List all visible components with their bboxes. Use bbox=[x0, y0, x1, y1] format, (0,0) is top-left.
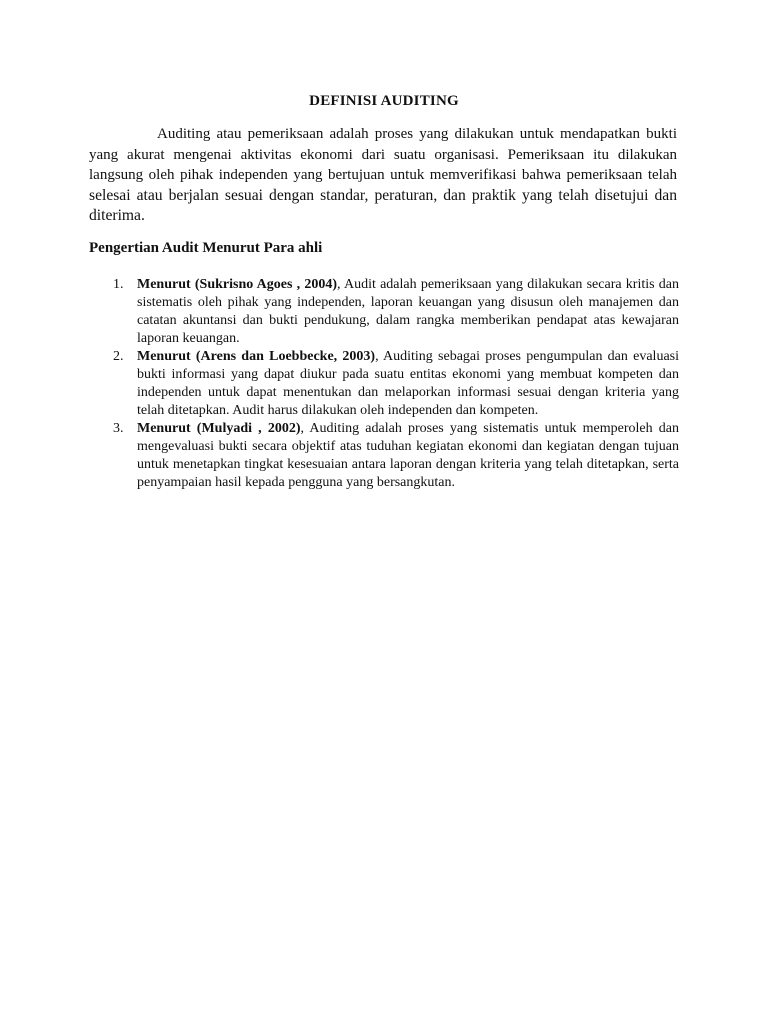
list-item bbox=[113, 420, 679, 492]
list-item-text: , Auditing adalah proses yang sistematis untuk memperoleh dan mengevaluasi bukti secara objektif atas tuduhan kegiatan ekonomi dan kegiatan dengan tujuan untuk menetapkan tingkat kesesuaian antara laporan dengan kriteria yang telah ditetapkan, serta penyampaian hasil kepada pengguna yang bersangkutan. bbox=[137, 421, 679, 490]
list-item-lead: Menurut (Mulyadi , 2002) bbox=[137, 421, 301, 436]
list-item-text: , Audit adalah pemeriksaan yang dilakukan secara kritis dan sistematis oleh pihak yang independen, laporan keuangan yang disusun oleh manajemen dan catatan akuntansi dan bukti pendukung, dalam rangka memberikan pendapat atas kewajaran laporan keuangan. bbox=[137, 277, 679, 346]
definition-list bbox=[113, 276, 679, 492]
intro-paragraph bbox=[89, 124, 677, 227]
intro-text: Auditing atau pemeriksaan adalah proses yang dilakukan untuk mendapatkan bukti yang akurat mengenai aktivitas ekonomi dari suatu organisasi. Pemeriksaan itu dilakukan langsung oleh pihak independen yang bertujuan untuk memverifikasi bahwa pemeriksaan telah bbox=[89, 126, 677, 183]
list-item bbox=[113, 348, 679, 420]
list-item-number: 1. bbox=[113, 277, 124, 292]
list-item-lead: Menurut (Sukrisno Agoes , 2004) bbox=[137, 277, 338, 292]
intro-text-tail: selesai atau berjalan sesuai dengan standar, peraturan, dan praktik yang telah disetujui dan diterima. bbox=[89, 186, 677, 224]
list-item-number: 3. bbox=[113, 421, 124, 436]
document-title: DEFINISI AUDITING bbox=[309, 93, 459, 109]
section-heading: Pengertian Audit Menurut Para ahli bbox=[89, 240, 323, 256]
list-item-number: 2. bbox=[113, 349, 124, 364]
list-item-text: , Auditing sebagai proses pengumpulan dan evaluasi bukti informasi yang dapat diukur pada suatu entitas ekonomi yang membuat kompeten dan independen untuk dapat menentukan dan melaporkan informasi sesuai dengan kriteria yang telah ditetapkan. Audit harus dilakukan oleh independen dan kompeten. bbox=[137, 349, 679, 418]
list-item bbox=[113, 276, 679, 348]
list-item-lead: Menurut (Arens dan Loebbecke, 2003) bbox=[137, 349, 376, 364]
